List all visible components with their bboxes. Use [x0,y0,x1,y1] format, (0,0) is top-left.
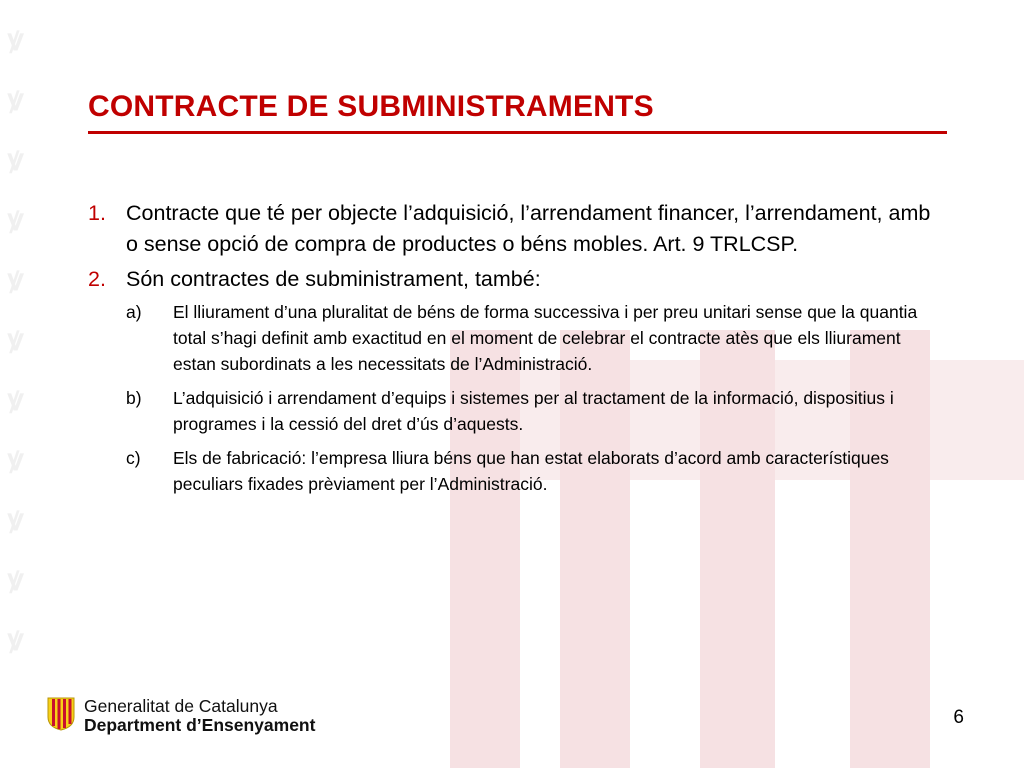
sublist-letter: b) [126,388,142,408]
list-item [88,264,948,295]
list-text: Contracte que té per objecte l’adquisició, l’arrendament financer, l’arrendament, amb o sense opció de compra de productes o béns mobles. Art. 9 TRLCSP. [126,201,931,256]
watermark-wordmark [0,505,1024,615]
department-name: Department d’Ensenyament [84,715,316,735]
sublist-text: El lliurament d’una pluralitat de béns de forma successiva i per preu unitari sense que la quantia total s’hagi definit amb exactitud en el moment de celebrar el contracte atès que els lliurament estan subordinats a les necessitats de l’Administració. [173,302,918,374]
footer-organization [84,697,315,735]
list-number: 1. [88,201,106,225]
senyera-emblem-icon [47,697,75,731]
page-number: 6 [953,707,964,728]
sublist-letter: c) [126,448,141,468]
sublist-item [126,385,948,437]
list-text: Són contractes de subministrament, també: [126,267,541,291]
slide-title: CONTRACTE DE SUBMINISTRAMENTS [88,90,654,123]
title-underline [88,131,947,134]
sublist [126,299,948,497]
list-number: 2. [88,267,106,291]
organization-name: Generalitat de Catalunya [84,696,278,716]
list-item [88,198,948,260]
slide-content [88,198,948,505]
sublist-item [126,445,948,497]
sublist-letter: a) [126,302,142,322]
sublist-item [126,299,948,377]
sublist-text: Els de fabricació: l’empresa lliura béns que han estat elaborats d’acord amb característiques peculiars fixades prèviament per l’Administració. [173,448,889,494]
sublist-text: L’adquisició i arrendament d’equips i sistemes per al tractament de la informació, dispositius i programes i la cessió del dret d’ús d’aquests. [173,388,894,434]
watermark-left-strip: ꝟ ꝟ ꝟ ꝟ ꝟ ꝟ ꝟ ꝟ ꝟ ꝟ ꝟ [8,24,24,657]
